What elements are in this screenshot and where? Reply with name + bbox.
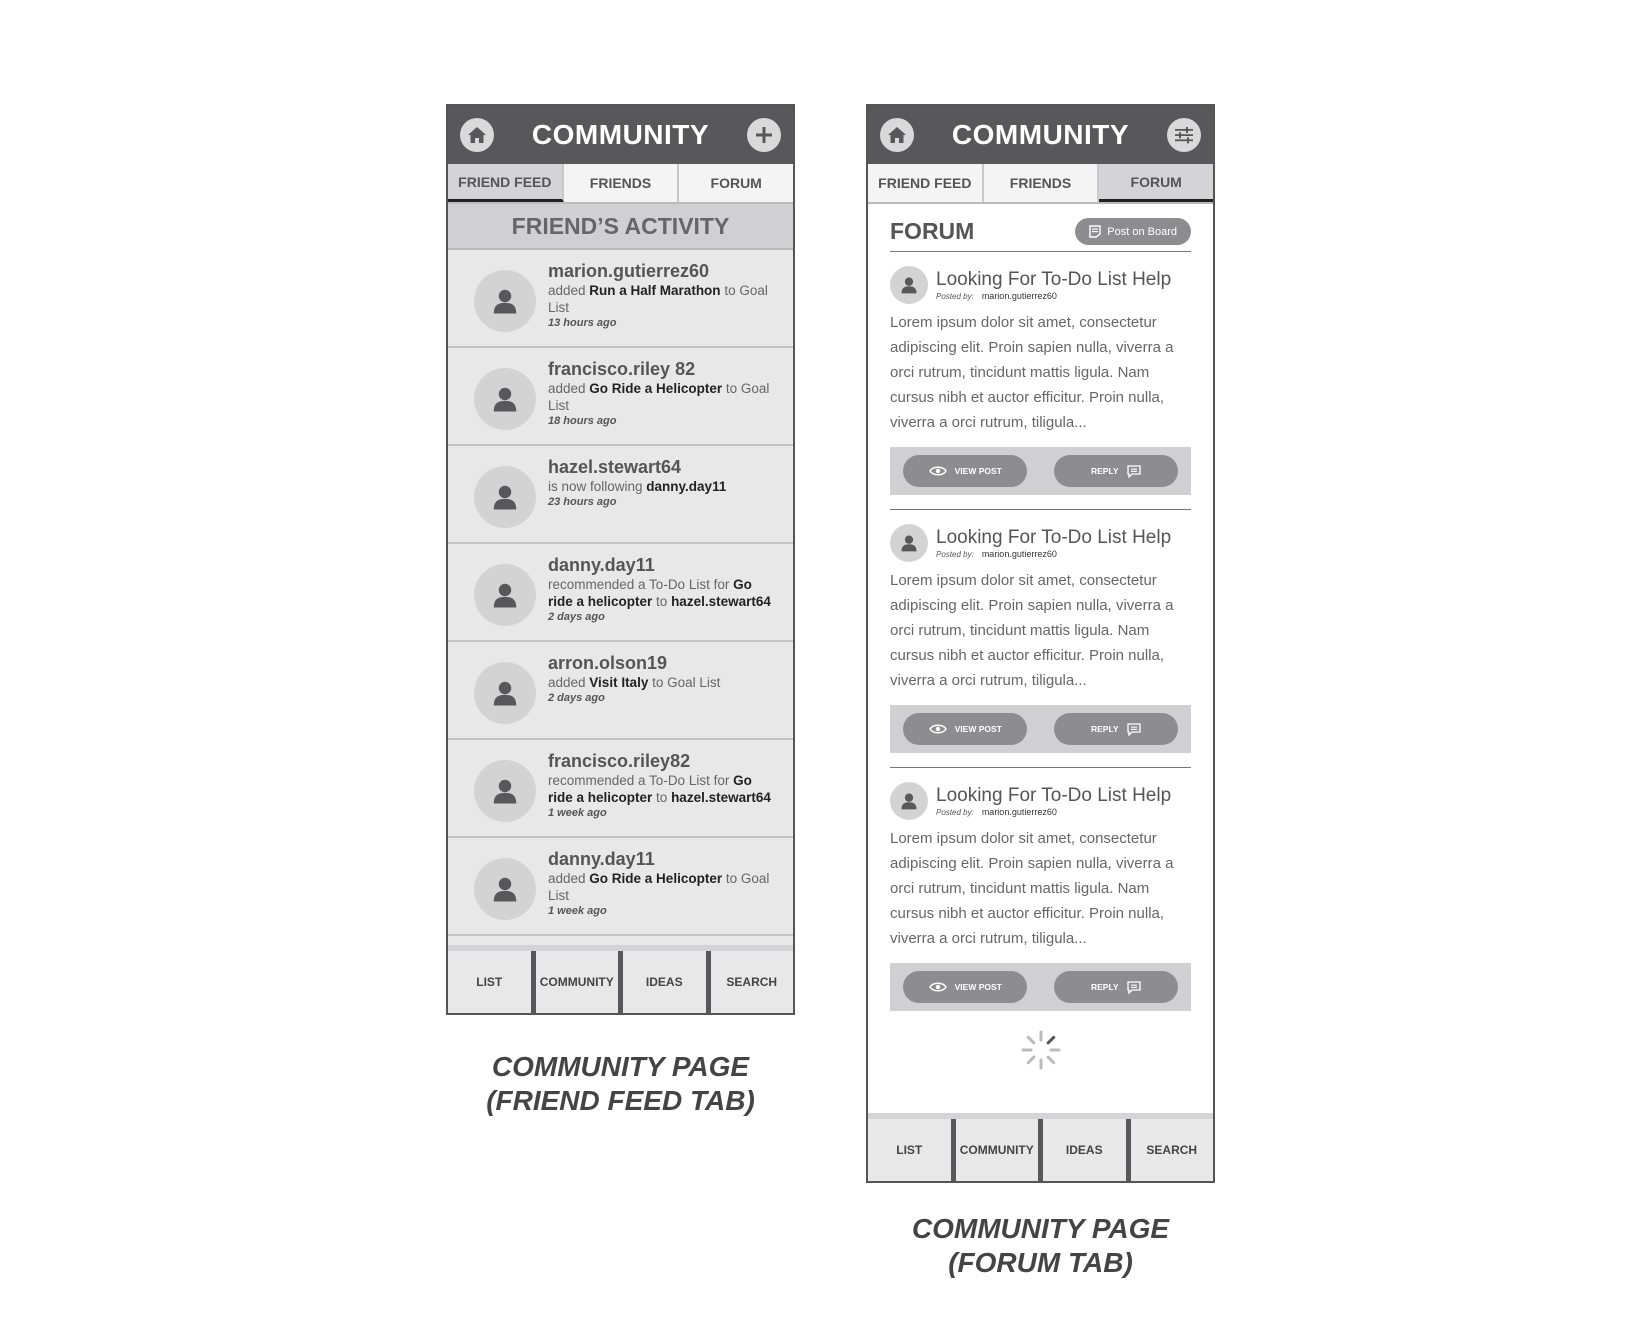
activity-description [548, 772, 778, 806]
activity-pre: added [548, 381, 590, 396]
page-title: COMMUNITY [531, 119, 710, 150]
forum-heading: FORUM [890, 218, 975, 244]
activity-mid: to Goal List [648, 675, 721, 690]
post-header [890, 266, 1191, 304]
activity-description [548, 478, 778, 495]
activity-time: 2 days ago [548, 611, 605, 623]
posted-by-label: Posted by: [936, 808, 974, 817]
activity-user[interactable]: arron.olson19 [548, 653, 668, 673]
activity-text [548, 260, 778, 331]
activity-description [548, 576, 778, 610]
activity-text [548, 456, 778, 510]
eye-icon [929, 723, 947, 735]
activity-target[interactable]: Go ride a helicopter [548, 577, 752, 609]
bottom-nav [448, 945, 793, 1013]
activity-pre: added [548, 675, 590, 690]
activity-time: 23 hours ago [548, 496, 617, 508]
home-button[interactable] [880, 118, 914, 152]
tab-friend-feed[interactable]: FRIEND FEED [868, 164, 984, 202]
activity-item[interactable] [448, 250, 793, 348]
view-post-label: VIEW POST [954, 466, 1002, 476]
activity-list [448, 250, 793, 936]
activity-text [548, 554, 778, 625]
activity-item[interactable] [448, 642, 793, 740]
posted-by [936, 807, 1171, 817]
comment-icon [1127, 465, 1141, 478]
activity-target[interactable]: Go Ride a Helicopter [589, 871, 723, 886]
plus-icon [755, 126, 773, 144]
activity-item[interactable] [448, 348, 793, 446]
avatar [890, 782, 928, 820]
post-on-board-label: Post on Board [1107, 225, 1177, 238]
activity-text [548, 848, 778, 919]
posted-by-label: Posted by: [936, 292, 974, 301]
tab-forum[interactable]: FORUM [1099, 164, 1213, 202]
activity-pre: added [548, 871, 590, 886]
user-icon [490, 678, 520, 708]
post-title[interactable]: Looking For To-Do List Help [936, 269, 1172, 290]
reply-label: REPLY [1090, 724, 1119, 734]
avatar [890, 524, 928, 562]
user-icon [899, 533, 919, 553]
avatar [474, 466, 536, 528]
loading-spinner [890, 1029, 1191, 1071]
post-meta [936, 785, 1171, 817]
activity-pre: is now following [548, 479, 647, 494]
post-actions [890, 963, 1191, 1011]
activity-user[interactable]: danny.day11 [548, 849, 655, 869]
nav-search[interactable]: SEARCH [1146, 1143, 1198, 1157]
activity-mid: to Goal List [548, 283, 768, 315]
activity-user[interactable]: danny.day11 [548, 555, 655, 575]
activity-description [548, 282, 778, 316]
caption-line-2: (FORUM TAB) [948, 1247, 1133, 1278]
reply-button[interactable] [1054, 713, 1178, 745]
posted-by [936, 291, 1171, 301]
post-list [890, 252, 1191, 1011]
activity-mid: to [652, 790, 672, 805]
note-icon [1089, 225, 1101, 238]
avatar [474, 858, 536, 920]
activity-time: 1 week ago [548, 905, 607, 917]
user-icon [899, 791, 919, 811]
home-icon [467, 126, 487, 144]
nav-list[interactable]: LIST [868, 1119, 956, 1181]
post-body: Lorem ipsum dolor sit amet, consectetur adipiscing elit. Proin sapien nulla, viverra a orci rutrum, tincidunt mattis ligula. Nam cursus nibh et auctor efficitur. Proin nulla, viverra a orci rutrum, tiligula... [890, 314, 1174, 431]
post-actions [890, 447, 1191, 495]
post-title[interactable]: Looking For To-Do List Help [936, 527, 1172, 548]
tab-friends[interactable]: FRIENDS [564, 164, 680, 202]
user-icon [490, 580, 520, 610]
post-body: Lorem ipsum dolor sit amet, consectetur adipiscing elit. Proin sapien nulla, viverra a orci rutrum, tincidunt mattis ligula. Nam cursus nibh et auctor efficitur. Proin nulla, viverra a orci rutrum, tiligula... [890, 830, 1174, 947]
posted-by [936, 549, 1171, 559]
post-actions [890, 705, 1191, 753]
view-post-label: VIEW POST [954, 724, 1002, 734]
post-author[interactable]: marion.gutierrez60 [981, 549, 1057, 559]
activity-target[interactable]: Visit Italy [589, 675, 649, 690]
comment-icon [1127, 723, 1141, 736]
post-header [890, 524, 1191, 562]
top-bar [868, 106, 1213, 164]
post-on-board-button[interactable] [1075, 218, 1191, 245]
activity-item[interactable] [448, 446, 793, 544]
activity-target[interactable]: danny.day11 [646, 479, 727, 494]
activity-text [548, 358, 778, 429]
tab-friends[interactable]: FRIENDS [984, 164, 1100, 202]
eye-icon [929, 981, 947, 993]
activity-user[interactable]: francisco.riley82 [548, 751, 691, 771]
tab-friend-feed[interactable]: FRIEND FEED [448, 164, 564, 202]
activity-pre: recommended a To-Do List for [548, 773, 734, 788]
activity-user[interactable]: marion.gutierrez60 [548, 261, 710, 281]
nav-list[interactable]: LIST [448, 951, 536, 1013]
post-meta [936, 527, 1171, 559]
activity-user[interactable]: francisco.riley 82 [548, 359, 696, 379]
comment-icon [1127, 981, 1141, 994]
spinner-icon [1020, 1029, 1062, 1071]
activity-user[interactable]: hazel.stewart64 [548, 457, 682, 477]
section-heading: FRIEND’S ACTIVITY [448, 204, 793, 250]
avatar [890, 266, 928, 304]
avatar [474, 564, 536, 626]
sliders-icon [1174, 126, 1194, 144]
activity-time: 2 days ago [548, 692, 605, 704]
activity-mid: to Goal List [548, 381, 770, 413]
activity-time: 1 week ago [548, 807, 607, 819]
post-header [890, 782, 1191, 820]
view-post-button[interactable] [903, 971, 1027, 1003]
filter-button[interactable] [1167, 118, 1201, 152]
forum-screen [866, 104, 1215, 1183]
caption-line-2: (FRIEND FEED TAB) [486, 1085, 755, 1116]
forum-post [890, 252, 1191, 495]
view-post-label: VIEW POST [954, 982, 1002, 992]
tab-bar [448, 164, 793, 204]
activity-item[interactable] [448, 544, 793, 642]
home-icon [887, 126, 907, 144]
activity-target-2[interactable]: hazel.stewart64 [671, 594, 771, 609]
activity-mid: to Goal List [548, 871, 770, 903]
user-icon [490, 482, 520, 512]
nav-community[interactable]: COMMUNITY [536, 951, 624, 1013]
caption-line-1: COMMUNITY PAGE [491, 1051, 750, 1082]
activity-target[interactable]: Go ride a helicopter [548, 773, 752, 805]
add-button[interactable] [747, 118, 781, 152]
top-bar [448, 106, 793, 164]
forum-post [890, 767, 1191, 1011]
view-post-button[interactable] [903, 713, 1027, 745]
forum-caption [866, 1212, 1215, 1280]
activity-target-2[interactable]: hazel.stewart64 [671, 790, 771, 805]
home-button[interactable] [460, 118, 494, 152]
feed-caption [446, 1050, 795, 1118]
posted-by-label: Posted by: [936, 550, 974, 559]
activity-description [548, 870, 778, 904]
reply-label: REPLY [1090, 982, 1119, 992]
reply-button[interactable] [1054, 971, 1178, 1003]
tab-bar [868, 164, 1213, 204]
activity-description [548, 380, 778, 414]
user-icon [490, 384, 520, 414]
post-body: Lorem ipsum dolor sit amet, consectetur adipiscing elit. Proin sapien nulla, viverra a orci rutrum, tincidunt mattis ligula. Nam cursus nibh et auctor efficitur. Proin nulla, viverra a orci rutrum, tiligula... [890, 572, 1174, 689]
activity-pre: added [548, 283, 590, 298]
friend-feed-screen [446, 104, 795, 1015]
reply-label: REPLY [1090, 466, 1119, 476]
activity-mid: to [652, 594, 672, 609]
tab-forum[interactable]: FORUM [679, 164, 793, 202]
post-meta [936, 269, 1171, 301]
activity-item[interactable] [448, 740, 793, 838]
avatar [474, 368, 536, 430]
nav-ideas[interactable]: IDEAS [1043, 1119, 1131, 1181]
avatar [474, 270, 536, 332]
activity-item[interactable] [448, 838, 793, 936]
view-post-button[interactable] [903, 455, 1027, 487]
post-title[interactable]: Looking For To-Do List Help [936, 785, 1172, 806]
reply-button[interactable] [1054, 455, 1178, 487]
avatar [474, 760, 536, 822]
activity-pre: recommended a To-Do List for [548, 577, 734, 592]
activity-time: 18 hours ago [548, 415, 617, 427]
activity-text [548, 750, 778, 821]
activity-description [548, 674, 778, 691]
nav-ideas[interactable]: IDEAS [623, 951, 711, 1013]
bottom-nav [868, 1113, 1213, 1181]
forum-header [890, 218, 1191, 252]
post-author[interactable]: marion.gutierrez60 [981, 291, 1057, 301]
forum-content [868, 204, 1213, 1071]
eye-icon [929, 465, 947, 477]
nav-community[interactable]: COMMUNITY [956, 1119, 1044, 1181]
user-icon [490, 776, 520, 806]
nav-search[interactable]: SEARCH [726, 975, 778, 989]
avatar [474, 662, 536, 724]
activity-target[interactable]: Run a Half Marathon [589, 283, 721, 298]
activity-time: 13 hours ago [548, 317, 617, 329]
post-author[interactable]: marion.gutierrez60 [981, 807, 1057, 817]
forum-post [890, 509, 1191, 753]
caption-line-1: COMMUNITY PAGE [911, 1213, 1170, 1244]
page-title: COMMUNITY [951, 119, 1130, 150]
activity-text [548, 652, 778, 706]
user-icon [490, 286, 520, 316]
user-icon [490, 874, 520, 904]
activity-target[interactable]: Go Ride a Helicopter [589, 381, 723, 396]
user-icon [899, 275, 919, 295]
